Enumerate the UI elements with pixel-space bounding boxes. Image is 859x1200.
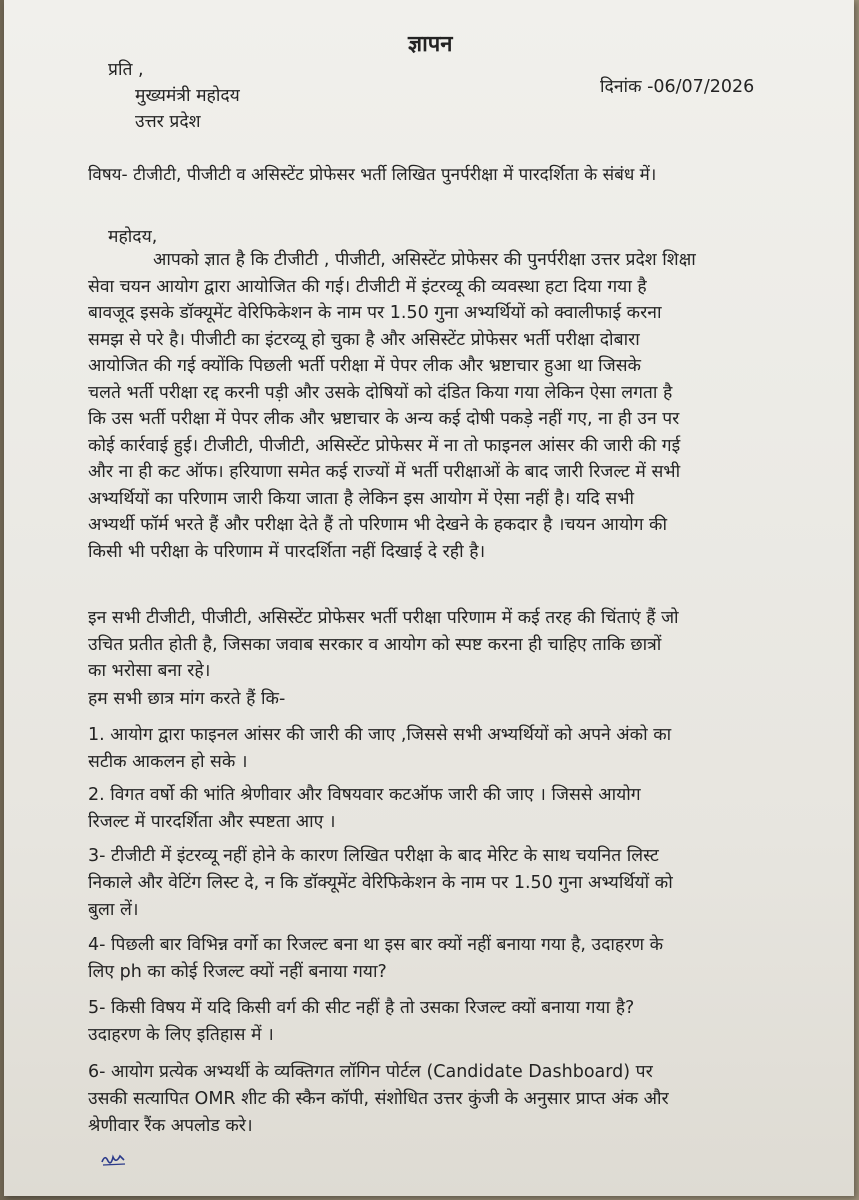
paragraph-line: चलते भर्ती परीक्षा रद्द करनी पड़ी और उसके दोषियों को दंडित किया गया लेकिन ऐसा लगता है <box>88 383 673 403</box>
paragraph-line: किसी भी परीक्षा के परिणाम में पारदर्शिता नहीं दिखाई दे रही है। <box>88 542 486 562</box>
demand-line: 1. आयोग द्वारा फाइनल आंसर की जारी की जाए ,जिससे सभी अभ्यर्थियों को अपने अंको का <box>88 725 672 745</box>
paragraph-line: आपको ज्ञात है कि टीजीटी , पीजीटी, असिस्टेंट प्रोफेसर की पुनर्परीक्षा उत्तर प्रदेश शिक्षा <box>153 250 696 270</box>
paragraph-line: आयोजित की गई क्योंकि पिछली भर्ती परीक्षा में पेपर लीक और भ्रष्टाचार हुआ था जिसके <box>88 356 641 376</box>
recipient-line-2: उत्तर प्रदेश <box>135 112 201 132</box>
paragraph-line: बावजूद इसके डॉक्यूमेंट वेरिफिकेशन के नाम पर 1.50 गुना अभ्यर्थियों को क्वालीफाई करना <box>88 303 662 323</box>
memorandum-page <box>4 0 854 1196</box>
paragraph-line: इन सभी टीजीटी, पीजीटी, असिस्टेंट प्रोफेसर भर्ती परीक्षा परिणाम में कई तरह की चिंताएं हैं जो <box>88 608 679 628</box>
demand-line: 5- किसी विषय में यदि किसी वर्ग की सीट नहीं है तो उसका रिजल्ट क्यों बनाया गया है? <box>88 998 635 1018</box>
demand-line: बुला लें। <box>88 900 139 920</box>
paragraph-line: अभ्यर्थियों का परिणाम जारी किया जाता है लेकिन इस आयोग में ऐसा नहीं है। यदि सभी <box>88 489 635 509</box>
document-title: ज्ञापन <box>408 32 453 57</box>
demand-line: 6- आयोग प्रत्येक अभ्यर्थी के व्यक्तिगत लॉगिन पोर्टल (Candidate Dashboard) पर <box>88 1062 653 1082</box>
recipient-line-1: मुख्यमंत्री महोदय <box>135 86 240 106</box>
paragraph-line: कि उस भर्ती परीक्षा में पेपर लीक और भ्रष्टाचार के अन्य कई दोषी पकड़े नहीं गए, ना ही उन पर <box>88 409 680 429</box>
demand-line: लिए ph का कोई रिजल्ट क्यों नहीं बनाया गया? <box>88 962 387 982</box>
recipient-prefix: प्रति , <box>108 60 144 80</box>
demand-line: रिजल्ट में पारदर्शिता और स्पष्टता आए । <box>88 812 336 832</box>
paragraph-line: का भरोसा बना रहे। <box>88 661 211 681</box>
salutation: महोदय, <box>108 227 158 247</box>
demand-line: 3- टीजीटी में इंटरव्यू नहीं होने के कारण लिखित परीक्षा के बाद मेरिट के साथ चयनित लिस्ट <box>88 846 659 866</box>
subject-line: विषय- टीजीटी, पीजीटी व असिस्टेंट प्रोफेसर भर्ती लिखित पुनर्परीक्षा में पारदर्शिता के संबंध में। <box>88 165 657 185</box>
paragraph-line: और ना ही कट ऑफ। हरियाणा समेत कई राज्यों में भर्ती परीक्षाओं के बाद जारी रिजल्ट में सभी <box>88 462 681 482</box>
demand-line: 2. विगत वर्षो की भांति श्रेणीवार और विषयवार कटऑफ जारी की जाए । जिससे आयोग <box>88 785 641 805</box>
paragraph-line: उचित प्रतीत होती है, जिसका जवाब सरकार व आयोग को स्पष्ट करना ही चाहिए ताकि छात्रों <box>88 635 662 655</box>
demand-line: सटीक आकलन हो सके । <box>88 752 248 772</box>
paragraph-line: कोई कार्रवाई हुई। टीजीटी, पीजीटी, असिस्टेंट प्रोफेसर में ना तो फाइनल आंसर की जारी की गई <box>88 436 681 456</box>
demand-line: उसकी सत्यापित OMR शीट की स्कैन कॉपी, संशोधित उत्तर कुंजी के अनुसार प्राप्त अंक और <box>88 1089 669 1109</box>
demand-line: निकाले और वेटिंग लिस्ट दे, न कि डॉक्यूमेंट वेरिफिकेशन के नाम पर 1.50 गुना अभ्यर्थियों को <box>88 873 673 893</box>
date-line: दिनांक -06/07/2026 <box>600 77 755 97</box>
paragraph-line: समझ से परे है। पीजीटी का इंटरव्यू हो चुका है और असिस्टेंट प्रोफेसर भर्ती परीक्षा दोबारा <box>88 330 640 350</box>
demand-line: श्रेणीवार रैंक अपलोड करे। <box>88 1116 253 1136</box>
demand-line: उदाहरण के लिए इतिहास में । <box>88 1025 274 1045</box>
demand-intro: हम सभी छात्र मांग करते हैं कि- <box>88 689 286 709</box>
paragraph-line: अभ्यर्थी फॉर्म भरते हैं और परीक्षा देते हैं तो परिणाम भी देखने के हकदार है ।चयन आयोग की <box>88 515 668 535</box>
paragraph-line: सेवा चयन आयोग द्वारा आयोजित की गई। टीजीटी में इंटरव्यू की व्यवस्था हटा दिया गया है <box>88 277 647 297</box>
demand-line: 4- पिछली बार विभिन्न वर्गो का रिजल्ट बना था इस बार क्यों नहीं बनाया गया है, उदाहरण के <box>88 935 664 955</box>
handwritten-mark <box>100 1150 128 1168</box>
